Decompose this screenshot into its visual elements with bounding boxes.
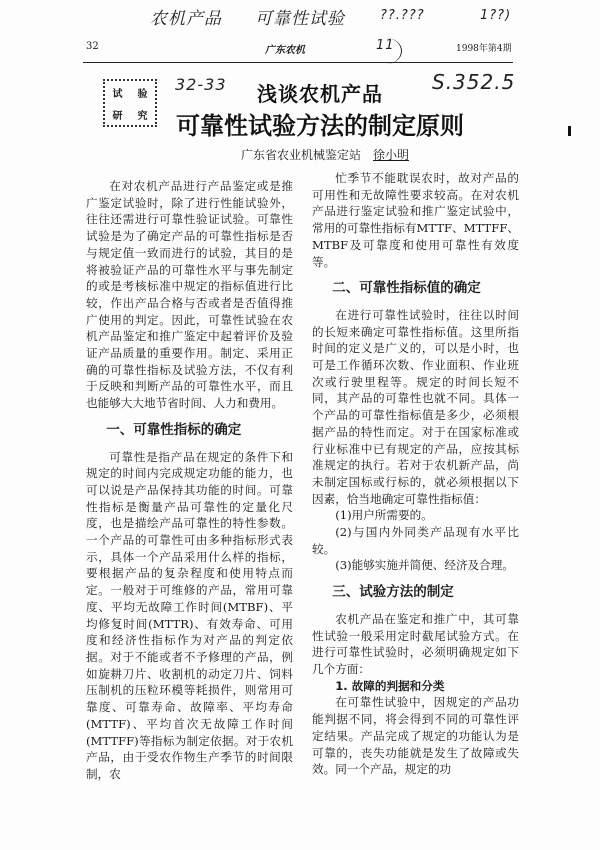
author-line (0, 146, 600, 163)
author-org: 广东省农业机械鉴定站 (240, 148, 361, 162)
section-heading: 一、可靠性指标的确定 (106, 421, 242, 438)
author-name: 徐小明 (373, 148, 410, 162)
header-rule (83, 62, 513, 63)
column-label-char: 研 (112, 110, 123, 122)
paragraph: 可靠性是指产品在规定的条件下和规定的时间内完成规定功能的能力，也可以说是产品保持其功能的时间。可靠性指标是衡量产品可靠性的定量化尺度，也是描绘产品可靠性的特性参数。一个产品的可靠性可由多种指标形式表示，具体一个产品采用什么样的指标，要根据产品的复杂程度和使用特点而定。一般对于可维修的产品，常用可靠度、平均无故障工作时间(MTBF)、平均修复时间(MTTR)、有效寿命、可用度和经济性指标作为对产品的判定依据。对于不能或者不予修理的产品，例如旋耕刀片、收割机的动定刀片、饲料压制机的压粒环模等耗损件，则常用可靠度、可靠寿命、故障率、平均寿命(MTTF)、平均首次无故障工作时间(MTTFF)等指标为制定依据。对于农机产品，由于受农作物生产季节的时间限制，农 (86, 449, 293, 781)
left-column (86, 178, 293, 783)
list-item: (1)用户所需要的。 (335, 508, 433, 523)
title-line-2: 可靠性试验方法的制定原则 (176, 112, 464, 140)
paragraph: 农机产品在鉴定和推广中，其可靠性试验一般采用定时截尾试验方式。在进行可靠性试验时，必须明确规定如下几个方面： (312, 611, 519, 676)
right-column (312, 170, 519, 778)
section-heading: 三、试验方法的制定 (332, 584, 454, 601)
subsection-heading: 1. 故障的判据和分类 (335, 678, 445, 693)
handwritten-note: 1??) (480, 8, 512, 23)
page-number: 32 (86, 41, 99, 52)
handwritten-code: S.352.5 (432, 70, 516, 94)
paragraph: 忙季节不能耽误农时，故对产品的可用性和无故障性要求较高。在对农机产品进行鉴定试验和推广鉴定试验中，常用的可靠性指标有MTTF、MTTFF、MTBF及可靠度和使用可靠性有效度等。 (312, 171, 519, 269)
list-item: (3)能够实施并简便、经济及合理。 (335, 558, 514, 573)
title-line-1: 浅谈农机产品 (257, 82, 383, 106)
list-item: (2)与国内外同类产品现有水平比较。 (312, 525, 519, 556)
paragraph: 在进行可靠性试验时，往往以时间的长短来确定可靠性指标值。这里所指时间的定义是广义的，可以是小时，也可是工作循环次数、作业面积、作业班次或行驶里程等。规定的时间长短不同，其产品的可靠性也就不同。具体一个产品的可靠性指标值是多少，必须根据产品的特性而定。对于在国家标准或行业标准中已有规定的产品，应按其标准规定的执行。若对于农机新产品，尚未制定国标或行标的，就必须根据以下因素，恰当地确定可靠性指标值： (312, 307, 519, 506)
handwritten-note: 农机产品 (150, 9, 222, 29)
column-label-char: 究 (137, 110, 148, 122)
handwritten-circle: 11 (370, 38, 402, 64)
handwritten-note: 可靠性试验 (255, 9, 345, 29)
paragraph: 在对农机产品进行产品鉴定或是推广鉴定试验时，除了进行性能试验外，往往还需进行可靠性验证试验。可靠性试验是为了确定产品的可靠性指标是否与规定值一致而进行的试验，其目的是将被验证产品的可靠性水平与事先制定的或是考核标准中规定的指标值进行比较，作出产品合格与否或者是否值得推广使用的判定。因此，可靠性试验在农机产品鉴定和推广鉴定中起着评价及验证产品质量的重要作用。制定、采用正确的可靠性指标及试验方法，不仅有利于反映和判断产品的可靠性水平，而且也能够大大地节省时间、人力和费用。 (86, 179, 293, 411)
scan-mark (568, 126, 571, 136)
paragraph: 在可靠性试验中，因规定的产品功能判据不同，将会得到不同的可靠性评定结果。产品完成了规定的功能认为是可靠的，丧失功能就是发生了故障或失效。同一个产品，规定的功 (312, 695, 519, 777)
column-label-char: 试 (112, 88, 123, 100)
journal-name: 广东农机 (265, 45, 305, 56)
issue-label: 1998年第4期 (456, 44, 512, 54)
handwritten-note: ??.??? (380, 8, 425, 23)
handwritten-pages: 32-33 (175, 75, 227, 94)
column-label-char: 验 (137, 88, 148, 100)
section-heading: 二、可靠性指标值的确定 (332, 280, 481, 297)
